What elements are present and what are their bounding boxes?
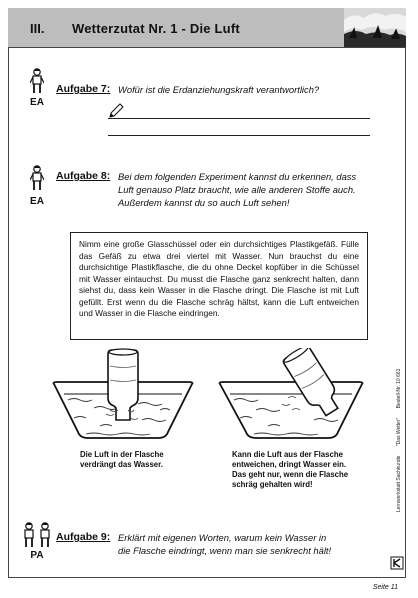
bowl-tilted-bottle-illustration [216, 348, 366, 442]
answer-line[interactable] [108, 135, 370, 136]
mode-label: EA [30, 196, 44, 207]
page-number: Seite 11 [372, 584, 398, 591]
experiment-instructions: Nimm eine große Glasschüssel oder ein durchsichtiges Plastikgefäß. Fülle das Gefäß zu etwa drei viertel mit Wasser. Nun brauchst du eine durchsichtige Plastikflasche, die du ohne Deckel kopfüber in die Schüssel mit Wasser eintauchst. Du musst die Flasche ganz senkrecht halten, dann siehst du, dass kein Wasser in die Flasche dringt. Die Flasche ist mit Luft gefüllt. Erst wenn du die Flasche schräg hältst, kann die Luft entweichen und Wasser in die Flasche eindringen. [70, 232, 368, 340]
person-icon [30, 68, 44, 94]
caption-line: entweichen, dringt Wasser ein. [232, 460, 347, 469]
caption-left [80, 450, 164, 470]
person-icon [30, 165, 44, 191]
task8-text-line: Bei dem folgenden Experiment kannst du erkennen, dass [118, 171, 357, 182]
publisher-sidebar [396, 361, 402, 512]
mode-label: EA [30, 97, 44, 108]
caption-line: Das geht nur, wenn die Flasche [232, 470, 349, 479]
bowl-upright-bottle-illustration [50, 348, 196, 442]
task8-text-line: Luft genauso Platz braucht, wie alle anderen Stoffe auch. [118, 184, 356, 195]
page-title: Wetterzutat Nr. 1 - Die Luft [72, 21, 240, 36]
header-bar [8, 8, 406, 48]
caption-line: Kann die Luft aus der Flasche [232, 450, 343, 459]
task9-text-line: die Flasche eindringt, wenn man sie senkrecht hält! [118, 545, 332, 556]
task8-label: Aufgabe 8: [56, 170, 111, 182]
caption-line: schräg gehalten wird! [232, 480, 313, 489]
task8-text-line: Außerdem kannst du so auch Luft sehen! [118, 197, 290, 208]
task7-label: Aufgabe 7: [56, 83, 111, 95]
publisher-name: Lernwerkstatt Sachkunde [396, 455, 402, 512]
section-number: III. [30, 21, 45, 36]
mode-label: PA [30, 550, 44, 561]
caption-line: Die Luft in der Flasche [80, 450, 164, 459]
caption-right [232, 450, 348, 490]
answer-line[interactable] [108, 118, 370, 119]
task9-text [118, 531, 380, 557]
pair-icon [22, 522, 52, 548]
task9-text-line: Erklärt mit eigenen Worten, warum kein Wasser in [118, 532, 327, 543]
task8-text [118, 170, 380, 209]
sky-photo [344, 8, 406, 48]
task9-label: Aufgabe 9: [56, 531, 111, 543]
task7-question: Wofür ist die Erdanziehungskraft verantwortlich? [118, 84, 320, 95]
pencil-icon [108, 103, 124, 119]
order-number: Bestell-Nr. 10 661 [396, 368, 402, 409]
series-name: "Das Wetter" [396, 417, 402, 447]
publisher-logo [390, 556, 404, 570]
caption-line: verdrängt das Wasser. [80, 460, 163, 469]
